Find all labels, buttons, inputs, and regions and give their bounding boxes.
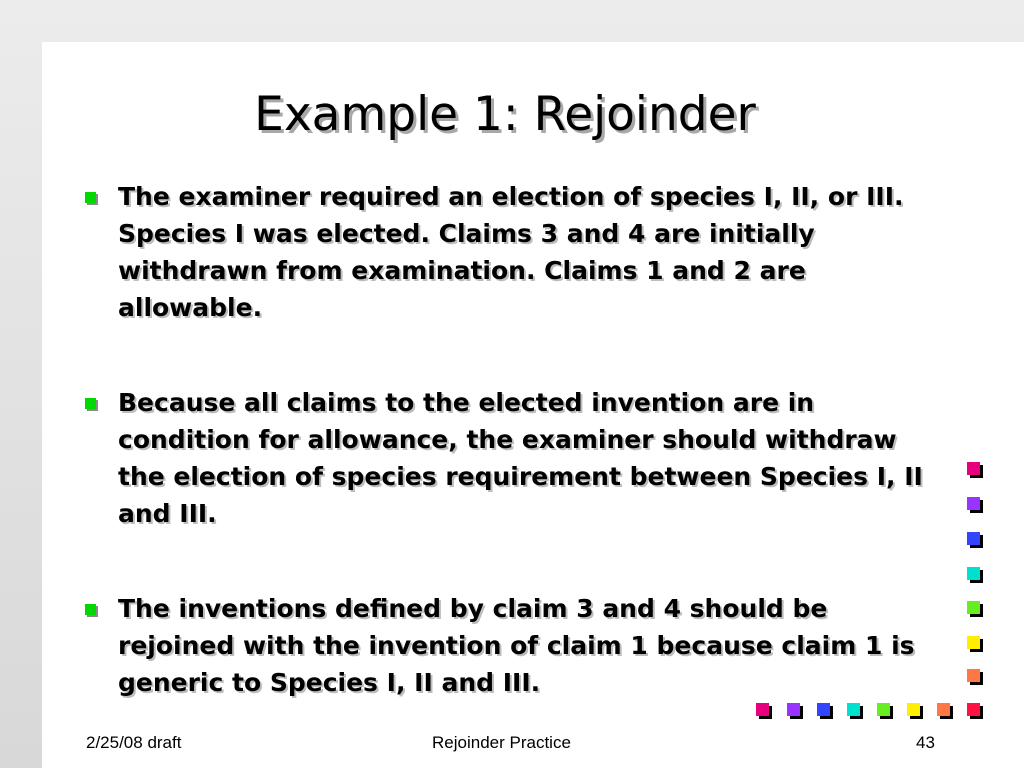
bullet-text: The inventions defined by claim 3 and 4 should be rejoined with the invention of claim 1 because claim 1 is generic to Species I, II and III. bbox=[118, 594, 915, 697]
page-number: 43 bbox=[916, 733, 935, 752]
slide-title: Example 1: Rejoinder bbox=[254, 87, 756, 142]
bullet-square-icon bbox=[85, 398, 96, 409]
bullet-item bbox=[84, 384, 934, 532]
bullet-item bbox=[84, 590, 934, 701]
bullet-square-icon bbox=[85, 192, 96, 203]
decorative-square-icon bbox=[817, 703, 830, 716]
decorative-square-icon bbox=[877, 703, 890, 716]
decorative-square-icon bbox=[967, 532, 980, 545]
decorative-square-icon bbox=[756, 703, 769, 716]
decorative-square-icon bbox=[967, 462, 980, 475]
decorative-square-icon bbox=[967, 636, 980, 649]
decorative-square-icon bbox=[787, 703, 800, 716]
footer-title: Rejoinder Practice bbox=[432, 733, 571, 752]
decorative-square-icon bbox=[967, 497, 980, 510]
decorative-square-icon bbox=[967, 669, 980, 682]
decorative-square-icon bbox=[967, 703, 980, 716]
decorative-square-icon bbox=[967, 601, 980, 614]
bullet-text: The examiner required an election of species I, II, or III. Species I was elected. Claims 3 and 4 are initially withdrawn from examination. Claims 1 and 2 are allowable. bbox=[118, 182, 904, 322]
decorative-square-icon bbox=[847, 703, 860, 716]
bullet-list bbox=[84, 178, 934, 701]
bullet-square-icon bbox=[85, 604, 96, 615]
decorative-square-icon bbox=[967, 567, 980, 580]
decorative-square-icon bbox=[937, 703, 950, 716]
bullet-text: Because all claims to the elected invention are in condition for allowance, the examiner should withdraw the election of species requirement between Species I, II and III. bbox=[118, 388, 923, 528]
bullet-item bbox=[84, 178, 934, 326]
footer-date: 2/25/08 draft bbox=[86, 733, 182, 752]
decorative-square-icon bbox=[907, 703, 920, 716]
